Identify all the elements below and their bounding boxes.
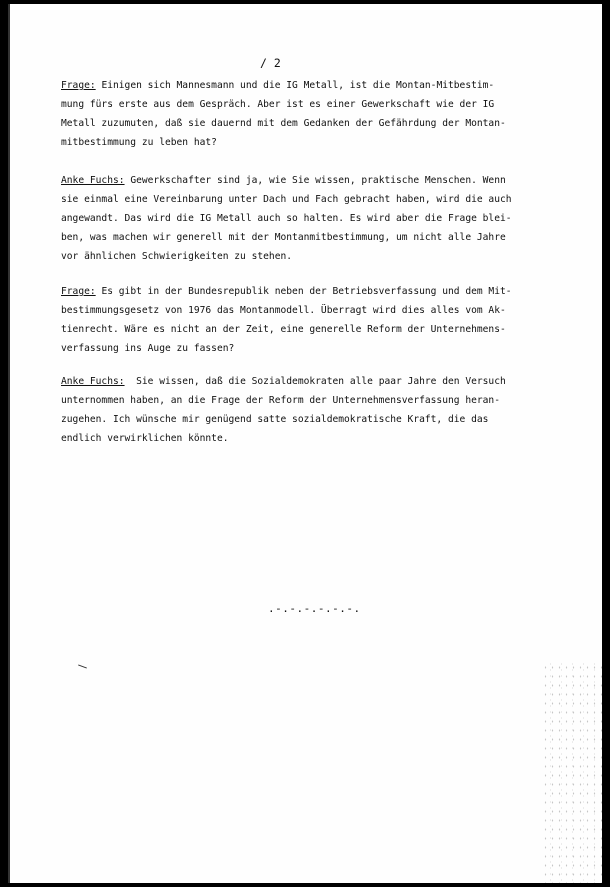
paragraph-line: endlich verwirklichen könnte. [61,433,229,444]
paragraph-line-first [61,76,521,95]
speaker-label: Anke Fuchs: [61,175,125,186]
speaker-label: Anke Fuchs: [61,376,125,387]
paragraph-line: zugehen. Ich wünsche mir genügend satte sozialdemokratische Kraft, die das [61,414,489,425]
question-block-2 [61,282,521,358]
paragraph-line: sie einmal eine Vereinbarung unter Dach und Fach gebracht haben, wird die auch [61,194,512,205]
end-separator: .-.-.-.-.-.-. [268,602,361,615]
paragraph-line: Metall zuzumuten, daß sie dauernd mit dem Gedanken der Gefährdung der Montan- [61,118,506,129]
page-number: / 2 [260,56,281,70]
paragraph-line: angewandt. Das wird die IG Metall auch so halten. Es wird aber die Frage blei- [61,213,512,224]
paragraph-line: vor ähnlichen Schwierigkeiten zu stehen. [61,251,293,262]
paragraph-line-first [61,171,521,190]
question-block-1 [61,76,521,152]
speaker-label: Frage: [61,286,96,297]
paragraph-line: bestimmungsgesetz von 1976 das Montanmodell. Überragt wird dies alles vom Ak- [61,305,506,316]
speaker-label: Frage: [61,80,96,91]
scan-noise [542,663,602,883]
paragraph-line: mitbestimmung zu leben hat? [61,137,217,148]
line-text: Einigen sich Mannesmann und die IG Metall, ist die Montan-Mitbestim- [101,80,495,91]
paragraph-line-first [61,372,521,391]
answer-block-1 [61,171,521,266]
document-page [8,4,602,883]
answer-block-2 [61,372,521,448]
stray-pen-mark [78,664,87,668]
paragraph-line: verfassung ins Auge zu fassen? [61,343,235,354]
paragraph-line-first [61,282,521,301]
paragraph-line: ben, was machen wir generell mit der Montanmitbestimmung, um nicht alle Jahre [61,232,506,243]
line-text: Sie wissen, daß die Sozialdemokraten alle paar Jahre den Versuch [130,376,506,387]
line-text: Gewerkschafter sind ja, wie Sie wissen, praktische Menschen. Wenn [130,175,506,186]
paragraph-line: unternommen haben, an die Frage der Reform der Unternehmensverfassung heran- [61,395,500,406]
paragraph-line: mung fürs erste aus dem Gespräch. Aber ist es einer Gewerkschaft wie der IG [61,99,495,110]
line-text: Es gibt in der Bundesrepublik neben der Betriebsverfassung und dem Mit- [101,286,512,297]
paragraph-line: tienrecht. Wäre es nicht an der Zeit, eine generelle Reform der Unternehmens- [61,324,506,335]
